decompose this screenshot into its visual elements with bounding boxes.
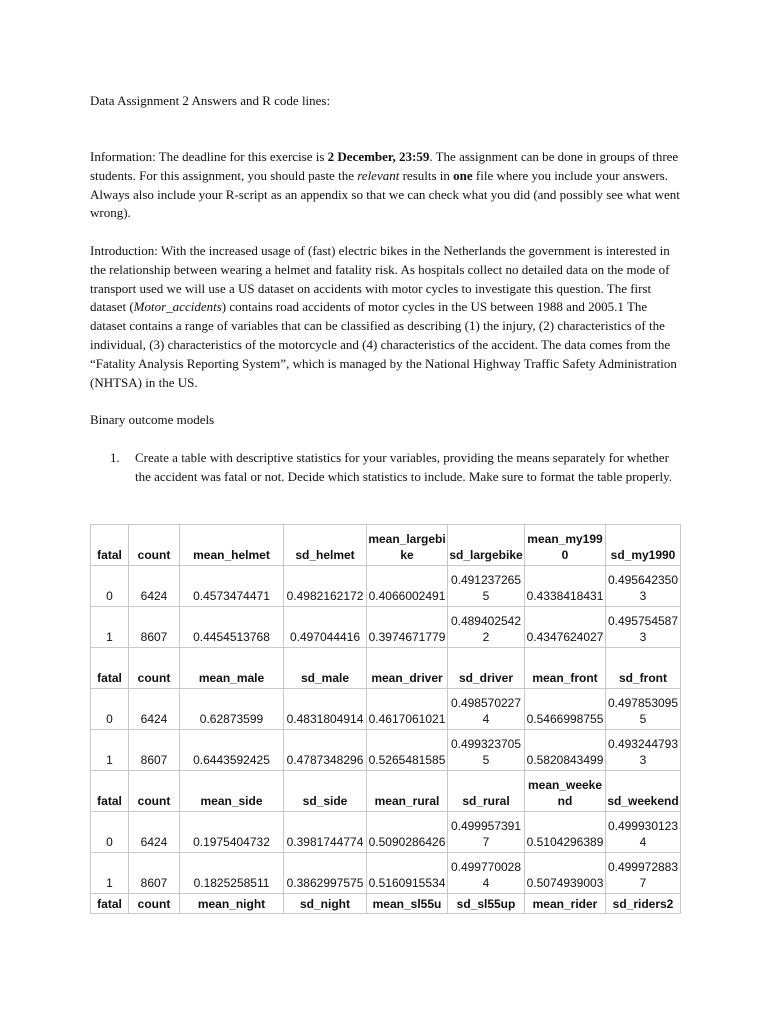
table-cell: 0.4956423503 bbox=[606, 566, 681, 607]
table-header-cell: mean_rural bbox=[367, 771, 448, 812]
table-header-cell: sd_sl55up bbox=[448, 894, 525, 914]
table-cell: 6424 bbox=[129, 812, 180, 853]
table-cell: 0.4617061021 bbox=[367, 689, 448, 730]
table-cell: 0.5160915534 bbox=[367, 853, 448, 894]
table-cell: 6424 bbox=[129, 566, 180, 607]
table-cell: 0.4454513768 bbox=[180, 607, 284, 648]
table-header-cell: count bbox=[129, 771, 180, 812]
table-cell: 0.62873599 bbox=[180, 689, 284, 730]
descriptive-statistics-table bbox=[90, 524, 681, 914]
table-cell: 0.4787348296 bbox=[284, 730, 367, 771]
table-header-row bbox=[91, 648, 681, 689]
information-prefix: Information: The deadline for this exercise is bbox=[90, 149, 328, 164]
table-cell: 1 bbox=[91, 607, 129, 648]
table-header-row bbox=[91, 894, 681, 914]
table-header-cell: sd_front bbox=[606, 648, 681, 689]
list-item-number: 1. bbox=[110, 450, 120, 465]
relevant-text: relevant bbox=[357, 167, 400, 183]
table-cell: 0.1975404732 bbox=[180, 812, 284, 853]
information-suffix: file where you include your answers. Always also include your R-script as an appendix so that we can check what you did (and possibly see what went wrong). bbox=[90, 167, 680, 221]
introduction-suffix: ) contains road accidents of motor cycles in the US between 1988 and 2005.1 The dataset contains a range of variables that can be classified as describing (1) the injury, (2) characteristics of the individual, (3) characteristics of the motorcycle and (4) characteristics of the accident. The data comes from the “Fatality Analysis Reporting System”, which is managed by the National Highway Traffic Safety Administration (NHTSA) in the US. bbox=[90, 299, 677, 390]
table-header-cell: fatal bbox=[91, 894, 129, 914]
section-heading: Binary outcome models bbox=[90, 412, 215, 427]
table-cell: 0.3862997575 bbox=[284, 853, 367, 894]
table-cell: 0.5104296389 bbox=[525, 812, 606, 853]
table-header-cell: mean_largebike bbox=[367, 525, 448, 566]
introduction-paragraph bbox=[90, 242, 680, 392]
dataset-name: Motor_accidents bbox=[133, 299, 222, 315]
table-cell: 0.4957545873 bbox=[606, 607, 681, 648]
table-cell: 0.4066002491 bbox=[367, 566, 448, 607]
information-mid1: . The assignment can be done in groups of three students. For this assignment, you should paste the bbox=[90, 149, 679, 183]
table-header-cell: sd_largebike bbox=[448, 525, 525, 566]
table-header-cell: sd_side bbox=[284, 771, 367, 812]
table-header-cell: count bbox=[129, 648, 180, 689]
table-cell: 0.3974671779 bbox=[367, 607, 448, 648]
table-header-cell: mean_weekend bbox=[525, 771, 606, 812]
table-row bbox=[91, 689, 681, 730]
table-cell: 0.1825258511 bbox=[180, 853, 284, 894]
table-cell: 0.4573474471 bbox=[180, 566, 284, 607]
table-header-cell: sd_riders2 bbox=[606, 894, 681, 914]
table-header-cell: sd_night bbox=[284, 894, 367, 914]
table-header-cell: sd_male bbox=[284, 648, 367, 689]
table-cell: 6424 bbox=[129, 689, 180, 730]
table-header-cell: mean_front bbox=[525, 648, 606, 689]
table-cell: 0.4985702274 bbox=[448, 689, 525, 730]
table-cell: 0.4831804914 bbox=[284, 689, 367, 730]
table-header-cell: mean_male bbox=[180, 648, 284, 689]
table-cell: 0.497044416 bbox=[284, 607, 367, 648]
table-header-cell: fatal bbox=[91, 771, 129, 812]
table-header-cell: sd_helmet bbox=[284, 525, 367, 566]
table-header-cell: mean_sl55u bbox=[367, 894, 448, 914]
table-cell: 8607 bbox=[129, 730, 180, 771]
list-item-text: Create a table with descriptive statistics for your variables, providing the means separately for whether the accident was fatal or not. Decide which statistics to include. Make sure to format the table properly. bbox=[135, 450, 673, 484]
information-paragraph bbox=[90, 148, 680, 223]
table-cell: 0.4932447933 bbox=[606, 730, 681, 771]
table-cell: 0 bbox=[91, 812, 129, 853]
table-row bbox=[91, 812, 681, 853]
table-header-cell: sd_driver bbox=[448, 648, 525, 689]
table-header-cell: mean_rider bbox=[525, 894, 606, 914]
table-header-row bbox=[91, 525, 681, 566]
table-cell: 0 bbox=[91, 566, 129, 607]
table-cell: 8607 bbox=[129, 853, 180, 894]
table-header-cell: mean_helmet bbox=[180, 525, 284, 566]
table-row bbox=[91, 730, 681, 771]
table-cell: 0.4993237055 bbox=[448, 730, 525, 771]
table-cell: 0.5265481585 bbox=[367, 730, 448, 771]
table-header-cell: mean_driver bbox=[367, 648, 448, 689]
table-header-cell: fatal bbox=[91, 525, 129, 566]
table-cell: 0.4338418431 bbox=[525, 566, 606, 607]
table-cell: 0 bbox=[91, 689, 129, 730]
introduction-prefix: Introduction: With the increased usage of (fast) electric bikes in the Netherlands the government is interested in the relationship between wearing a helmet and fatality risk. As hospitals collect no detailed data on the mode of transport used we will use a US dataset on accidents with motor cycles to investigate this question. The first dataset ( bbox=[90, 243, 670, 315]
table-row bbox=[91, 607, 681, 648]
table-cell: 0.4999301234 bbox=[606, 812, 681, 853]
table-cell: 0.6443592425 bbox=[180, 730, 284, 771]
table-cell: 0.4978530955 bbox=[606, 689, 681, 730]
table-cell: 0.4894025422 bbox=[448, 607, 525, 648]
table-header-cell: mean_my1990 bbox=[525, 525, 606, 566]
table-cell: 0.4997700284 bbox=[448, 853, 525, 894]
table-cell: 8607 bbox=[129, 607, 180, 648]
information-mid2: results in bbox=[399, 167, 454, 183]
table-header-row bbox=[91, 771, 681, 812]
table-row bbox=[91, 853, 681, 894]
table-cell: 0.4982162172 bbox=[284, 566, 367, 607]
table-cell: 1 bbox=[91, 853, 129, 894]
table-cell: 1 bbox=[91, 730, 129, 771]
table-cell: 0.4999728837 bbox=[606, 853, 681, 894]
table-header-cell: mean_side bbox=[180, 771, 284, 812]
table-header-cell: fatal bbox=[91, 648, 129, 689]
table-cell: 0.5466998755 bbox=[525, 689, 606, 730]
table-header-cell: mean_night bbox=[180, 894, 284, 914]
table-header-cell: count bbox=[129, 525, 180, 566]
document-title: Data Assignment 2 Answers and R code lines: bbox=[90, 93, 331, 108]
table-header-cell: sd_rural bbox=[448, 771, 525, 812]
table-cell: 0.4347624027 bbox=[525, 607, 606, 648]
deadline-text: 2 December, 23:59 bbox=[327, 149, 430, 164]
table-header-cell: count bbox=[129, 894, 180, 914]
one-text: one bbox=[453, 167, 473, 183]
table-cell: 0.4912372655 bbox=[448, 566, 525, 607]
table-cell: 0.5074939003 bbox=[525, 853, 606, 894]
table-cell: 0.4999573917 bbox=[448, 812, 525, 853]
table-header-cell: sd_my1990 bbox=[606, 525, 681, 566]
table-cell: 0.5090286426 bbox=[367, 812, 448, 853]
table-cell: 0.3981744774 bbox=[284, 812, 367, 853]
table-row bbox=[91, 566, 681, 607]
table-cell: 0.5820843499 bbox=[525, 730, 606, 771]
table-header-cell: sd_weekend bbox=[606, 771, 681, 812]
